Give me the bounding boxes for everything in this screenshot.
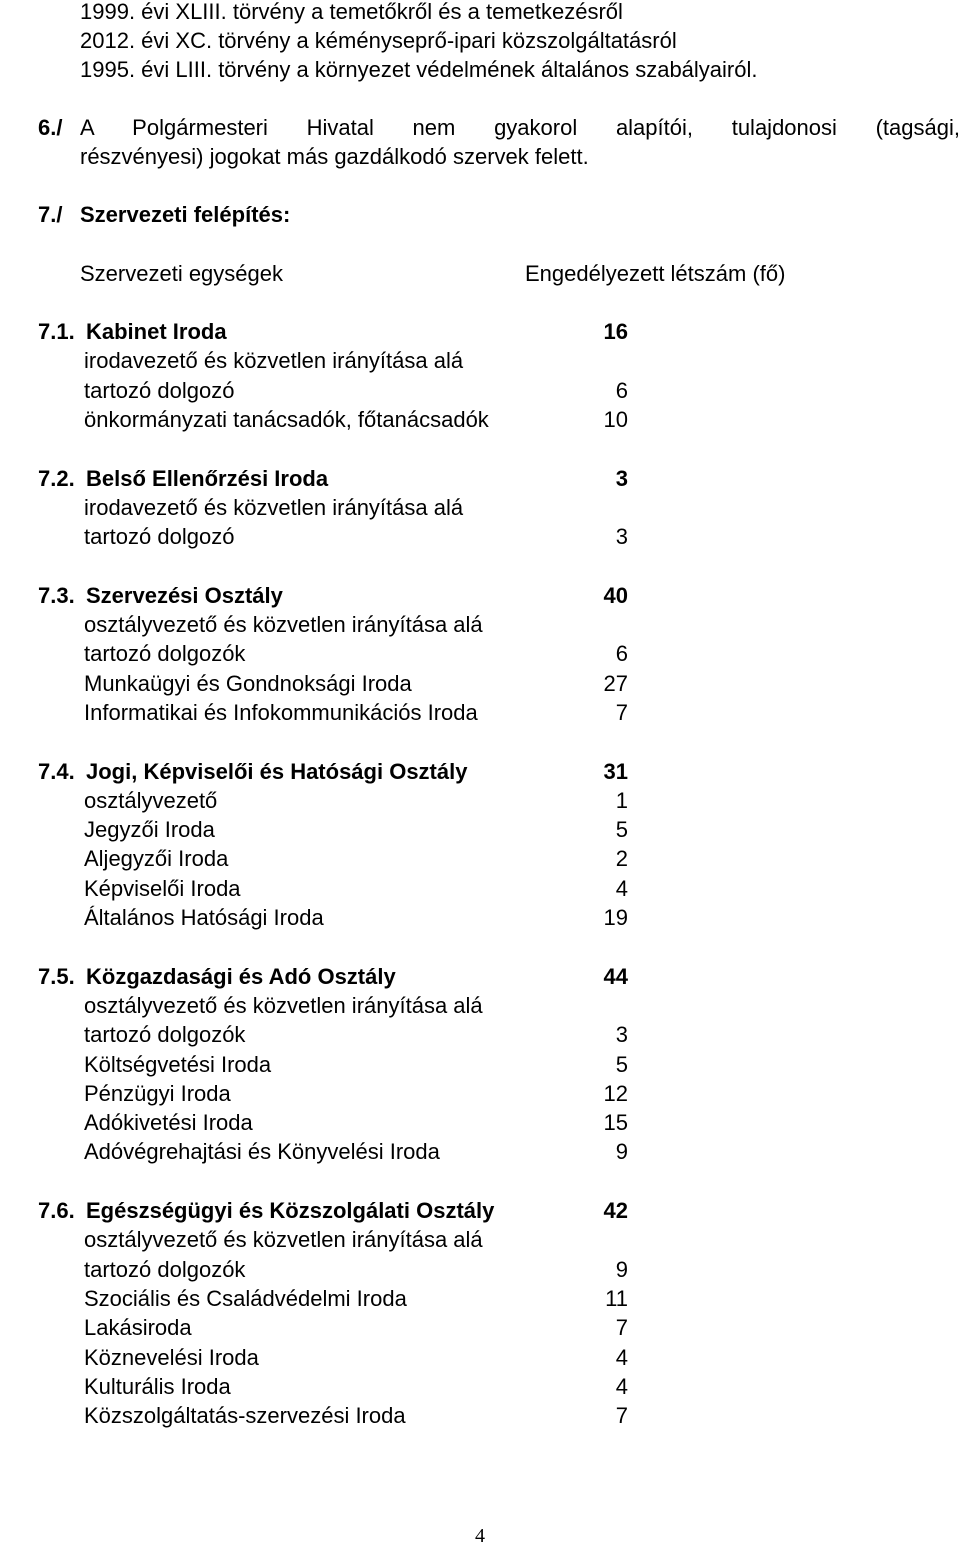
- unit-row-headcount: 9: [615, 1139, 628, 1165]
- unit-row-headcount: 6: [615, 377, 628, 403]
- unit-row-headcount: 7: [615, 1403, 628, 1429]
- unit-row-label: tartozó dolgozók: [84, 1022, 246, 1048]
- unit-row-headcount: 1: [615, 787, 628, 813]
- unit-row-label: Kulturális Iroda: [84, 1373, 231, 1399]
- unit-row-label: Szociális és Családvédelmi Iroda: [84, 1285, 407, 1311]
- section-title: Egészségügyi és Közszolgálati Osztály: [86, 1198, 495, 1223]
- unit-row-headcount: 27: [603, 670, 628, 696]
- item-6-text-line-2: részvényesi) jogokat más gazdálkodó szervek felett.: [80, 144, 589, 169]
- unit-row-headcount: 6: [615, 641, 628, 667]
- unit-row-headcount: 4: [615, 1373, 628, 1399]
- unit-row-headcount: 4: [615, 875, 628, 901]
- page-number: 4: [475, 1525, 485, 1547]
- section-number: 7.2.: [38, 465, 75, 491]
- unit-row-label: önkormányzati tanácsadók, főtanácsadók: [84, 406, 489, 432]
- law-reference-1: 1999. évi XLIII. törvény a temetőkről és a temetkezésről: [80, 0, 623, 24]
- unit-row-label: Képviselői Iroda: [84, 875, 241, 901]
- section-title: Közgazdasági és Adó Osztály: [86, 963, 396, 989]
- section-title: Szervezési Osztály: [86, 582, 283, 608]
- unit-row-headcount: 12: [603, 1080, 628, 1106]
- item-6-number: 6./: [38, 115, 63, 140]
- section-number: 7.6.: [38, 1198, 75, 1223]
- unit-row-label: Köznevelési Iroda: [84, 1344, 259, 1370]
- item-6-text-line-1: A Polgármesteri Hivatal nem gyakorol alapítói, tulajdonosi (tagsági,: [80, 115, 960, 140]
- unit-row-label: Költségvetési Iroda: [84, 1051, 272, 1077]
- unit-row-label: osztályvezető és közvetlen irányítása alá: [84, 992, 483, 1018]
- unit-row-headcount: 4: [615, 1344, 628, 1370]
- unit-row-label: Pénzügyi Iroda: [84, 1080, 231, 1106]
- unit-row-headcount: 11: [605, 1285, 628, 1311]
- unit-row-headcount: 15: [603, 1110, 628, 1136]
- unit-row-label: tartozó dolgozó: [84, 377, 235, 403]
- unit-row-label: Munkaügyi és Gondnoksági Iroda: [84, 670, 412, 696]
- section-title: Kabinet Iroda: [86, 319, 227, 344]
- unit-row-headcount: 2: [615, 846, 628, 872]
- unit-row-label: tartozó dolgozók: [84, 641, 246, 667]
- unit-row-label: Adóvégrehajtási és Könyvelési Iroda: [84, 1139, 440, 1165]
- section-number: 7.1.: [38, 319, 75, 344]
- section-title: Jogi, Képviselői és Hatósági Osztály: [86, 758, 468, 784]
- section-headcount: 16: [603, 319, 628, 344]
- unit-row-headcount: 3: [615, 1022, 628, 1048]
- unit-row-label: Közszolgáltatás-szervezési Iroda: [84, 1403, 406, 1429]
- item-7-title: Szervezeti felépítés:: [80, 202, 291, 227]
- section-number: 7.4.: [38, 758, 75, 784]
- unit-row-label: Informatikai és Infokommunikációs Iroda: [84, 699, 478, 725]
- item-7-number: 7./: [38, 202, 63, 227]
- section-headcount: 31: [603, 758, 628, 784]
- unit-row-headcount: 10: [603, 406, 628, 432]
- unit-row-label: Általános Hatósági Iroda: [84, 905, 324, 930]
- section-number: 7.3.: [38, 582, 75, 608]
- column-header-units: Szervezeti egységek: [80, 261, 283, 286]
- unit-row-headcount: 7: [615, 1315, 628, 1341]
- unit-row-headcount: 9: [615, 1256, 628, 1282]
- law-reference-2: 2012. évi XC. törvény a kéményseprő-ipari közszolgáltatásról: [80, 28, 677, 53]
- unit-row-label: Lakásiroda: [84, 1315, 192, 1341]
- unit-row-label: osztályvezető és közvetlen irányítása alá: [84, 1227, 483, 1253]
- section-headcount: 3: [615, 465, 628, 491]
- unit-row-headcount: 5: [615, 1051, 628, 1077]
- unit-row-headcount: 3: [615, 524, 628, 550]
- column-header-headcount: Engedélyezett létszám (fő): [525, 261, 786, 286]
- section-headcount: 40: [603, 582, 628, 608]
- unit-row-label: irodavezető és közvetlen irányítása alá: [84, 494, 464, 520]
- unit-row-headcount: 7: [615, 699, 628, 725]
- unit-row-label: Jegyzői Iroda: [84, 817, 215, 843]
- unit-row-label: osztályvezető: [84, 787, 218, 813]
- section-number: 7.5.: [38, 963, 75, 989]
- unit-row-label: tartozó dolgozó: [84, 524, 235, 550]
- unit-row-label: irodavezető és közvetlen irányítása alá: [84, 348, 464, 374]
- section-title: Belső Ellenőrzési Iroda: [86, 465, 329, 491]
- unit-row-headcount: 19: [603, 905, 628, 930]
- section-headcount: 42: [603, 1198, 628, 1223]
- unit-row-headcount: 5: [615, 817, 628, 843]
- section-headcount: 44: [603, 963, 628, 989]
- unit-row-label: osztályvezető és közvetlen irányítása alá: [84, 612, 483, 637]
- unit-row-label: tartozó dolgozók: [84, 1256, 246, 1282]
- unit-row-label: Aljegyzői Iroda: [84, 846, 229, 872]
- unit-row-label: Adókivetési Iroda: [84, 1110, 253, 1136]
- law-reference-3: 1995. évi LIII. törvény a környezet védelmének általános szabályairól.: [80, 57, 758, 82]
